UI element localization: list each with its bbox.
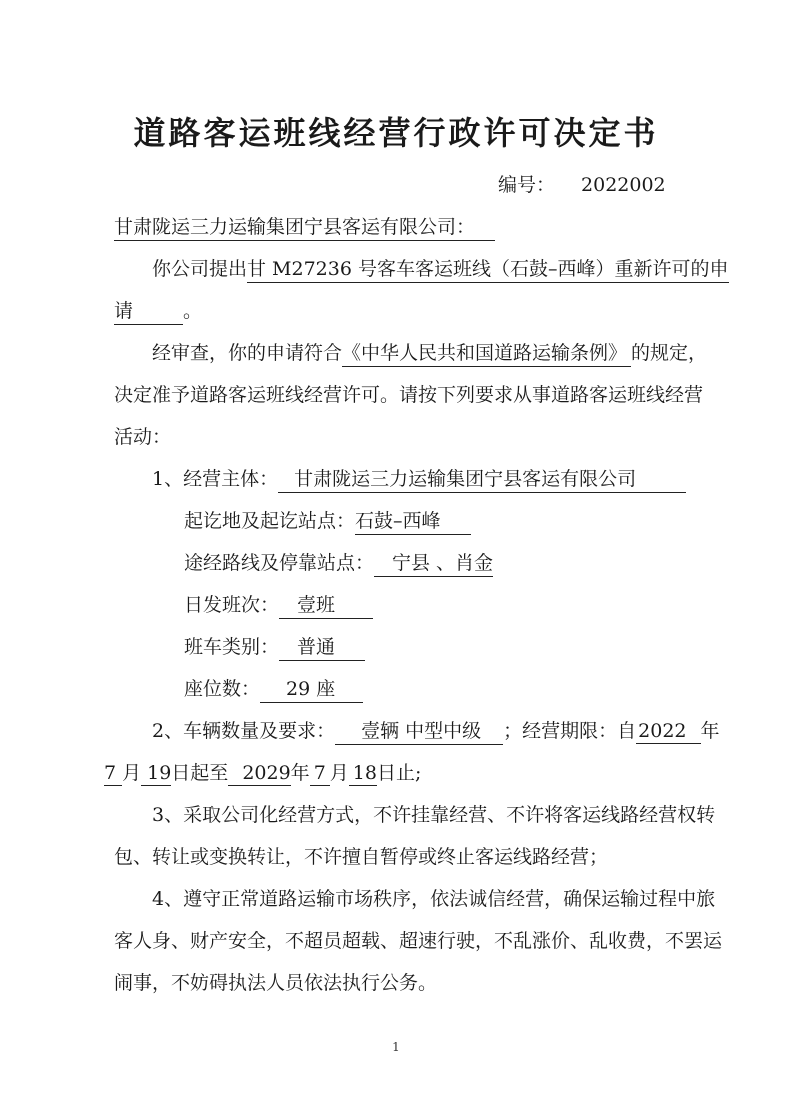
item2-year-char: 年: [700, 720, 720, 742]
para2-prefix: 经审查，你的申请符合: [152, 342, 343, 364]
item1-seats: [184, 674, 363, 703]
item1-entity: [152, 464, 686, 493]
document-title: 道路客运班线经营行政许可决定书: [133, 114, 659, 152]
item2-end-year-char: 年: [290, 762, 310, 784]
item1-label: 1、经营主体：: [152, 468, 279, 490]
para1-request: 甘 M27236 号客车客运班线（石鼓–西峰）重新许可的申: [247, 254, 728, 283]
item2-end-month-char: 月: [329, 762, 349, 784]
para2-suffix: 的规定，: [631, 342, 708, 364]
item2-start-day: 19: [141, 762, 171, 786]
addressee-name: 甘肃陇运三力运输集团宁县客运有限公司：: [114, 212, 495, 241]
para2-line3: 活动：: [114, 426, 172, 448]
doc-number-value: 2022002: [581, 174, 666, 196]
item2-period-label: ；经营期限：自: [503, 720, 637, 742]
para1-line1: [152, 254, 729, 283]
route-value: 石鼓–西峰: [355, 506, 471, 535]
item1-route: [184, 506, 471, 535]
item4-line1: 4、遵守正常道路运输市场秩序，依法诚信经营，确保运输过程中旅: [152, 888, 716, 910]
seats-label: 座位数：: [184, 678, 261, 700]
item1-daily: [184, 590, 373, 619]
route-label: 起讫地及起讫站点：: [184, 510, 356, 532]
type-label: 班车类别：: [184, 636, 280, 658]
item2-end-suffix: 日止;: [376, 762, 422, 784]
item2-line1: [152, 716, 720, 745]
item2-start-year: 2022: [636, 720, 700, 744]
seats-value: 29 座: [260, 674, 363, 703]
item2-end-month: 7: [310, 762, 330, 786]
item2-vehicles: 壹辆 中型中级: [335, 716, 503, 745]
stops-label: 途经路线及停靠站点：: [184, 552, 375, 574]
item1-type: [184, 632, 365, 661]
item2-end-year: 2029: [228, 762, 290, 786]
item3-line2: 包、转让或变换转让，不许擅自暂停或终止客运线路经营；: [114, 846, 609, 868]
item3-line1: 3、采取公司化经营方式，不许挂靠经营、不许将客运线路经营权转: [152, 804, 716, 826]
item2-line2: [104, 758, 421, 786]
para1-prefix: 你公司提出: [152, 258, 248, 280]
daily-label: 日发班次：: [184, 594, 280, 616]
item2-end-day: 18: [349, 762, 377, 786]
para2-regulation: 《中华人民共和国道路运输条例》: [342, 338, 631, 367]
stops-value: 宁县 、肖金: [374, 548, 493, 577]
para1-suffix: 。: [183, 300, 203, 322]
type-value: 普通: [279, 632, 365, 661]
item2-start-month: 7: [104, 762, 122, 786]
daily-value: 壹班: [279, 590, 373, 619]
item1-stops: [184, 548, 493, 577]
para1-line2: [114, 296, 202, 325]
doc-number-label: 编号：: [498, 174, 556, 196]
addressee: [114, 212, 495, 241]
page-number: 1: [392, 1040, 400, 1054]
item4-line2: 客人身、财产安全，不超员超载、超速行驶，不乱涨价、乱收费，不罢运: [114, 930, 723, 952]
item2-month-char: 月: [122, 762, 142, 784]
para2-line1: [152, 338, 707, 367]
item1-value: 甘肃陇运三力运输集团宁县客运有限公司: [278, 464, 686, 493]
item2-mid: 日起至: [171, 762, 229, 784]
para1-request-cont: 请: [114, 296, 183, 325]
item2-label: 2、车辆数量及要求：: [152, 720, 336, 742]
para2-line2: 决定准予道路客运班线经营许可。请按下列要求从事道路客运班线经营: [114, 384, 704, 406]
doc-number: [498, 170, 666, 197]
item4-line3: 闹事，不妨碍执法人员依法执行公务。: [114, 972, 438, 994]
